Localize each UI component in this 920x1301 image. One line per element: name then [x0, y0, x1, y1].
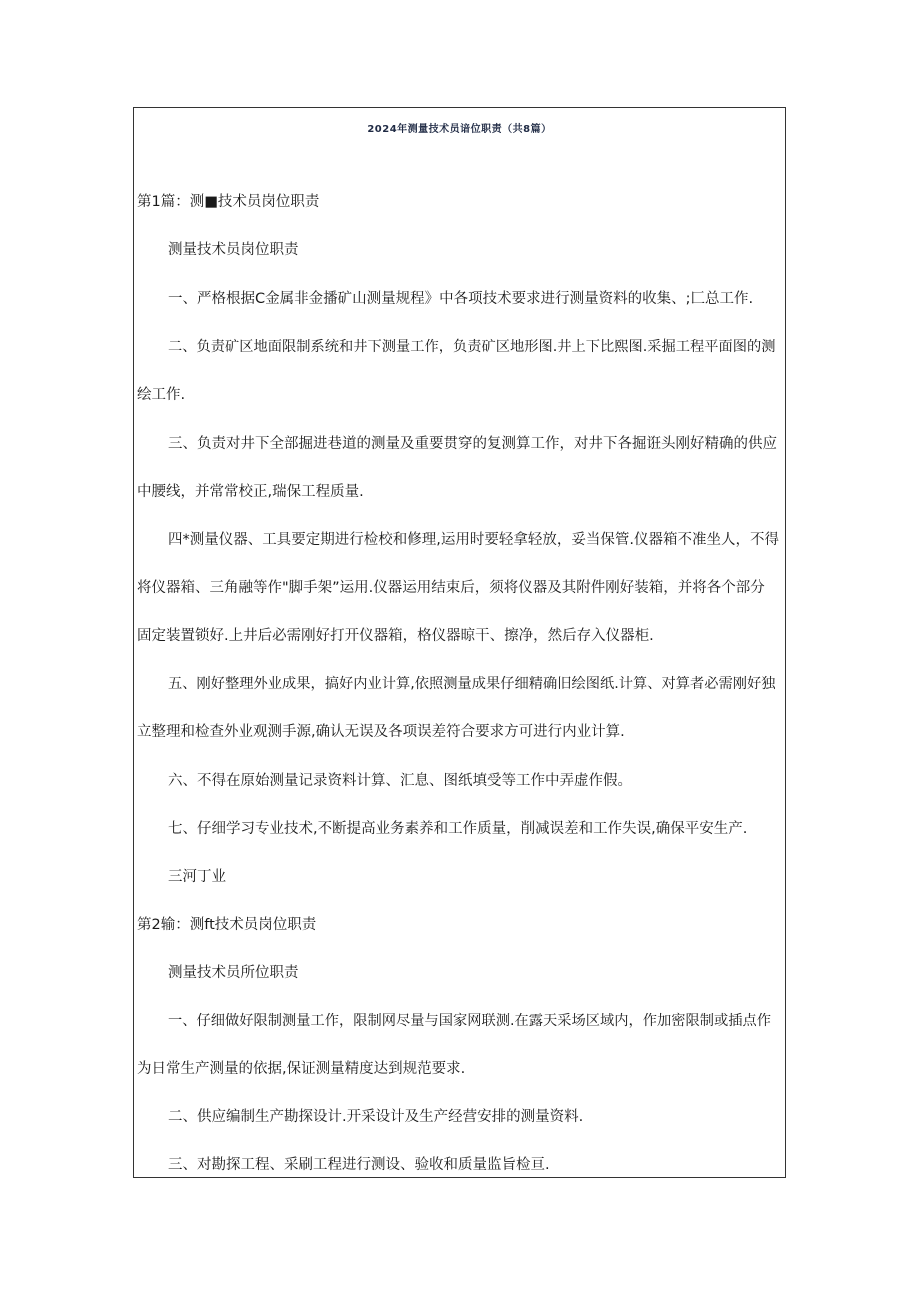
- section-1-item-2-line-2: 绘工作.: [137, 387, 186, 403]
- section-1-heading: 第1篇：测■技术员岗位职责: [137, 194, 320, 210]
- section-1-item-7: 七、仔细学习专业技术,不断提高业务素养和工作质量，削减误差和工作失误,确保平安生产.: [168, 821, 748, 837]
- section-2-item-1-line-2: 为日常生产测量的依据,保证测量精度达到规范要求.: [137, 1061, 466, 1077]
- section-2-item-1-line-1: 一、仔细做好限制测量工作，限制网尽量与国家网联测.在露天采场区域内，作加密限制或插点作: [168, 1013, 772, 1029]
- document-page: [133, 107, 786, 1178]
- section-1-item-4-line-3: 固定装置锁好.上井后必需刚好打开仪器箱，格仪器晾干、擦净，然后存入仪器柜.: [137, 628, 654, 644]
- section-1-item-1: 一、严格根据C金属非金播矿山测量规程》中各项技术要求进行测量资料的收集、;匚总工作.: [168, 291, 754, 307]
- section-1-item-4-line-2: 将仪器箱、三角融等作"脚手架”运用.仪器运用结束后，须将仪器及其附件刚好装箱，并将各个部分: [137, 580, 765, 596]
- section-1-item-5-line-2: 立整理和检查外业观测手源,确认无误及各项误差符合要求方可进行内业计算.: [137, 724, 625, 740]
- document-title: 2024年测量技术员谙位职责（共8篇）: [367, 124, 552, 135]
- section-1-item-5-line-1: 五、刚好整理外业成果，搞好内业计算,依照测量成果仔细精确旧绘图纸.计算、对算者必需刚好独: [168, 676, 776, 692]
- section-2-item-2: 二、供应编制生产勘探设计.开采设计及生产经营安排的测量资料.: [168, 1109, 584, 1125]
- section-1-item-6: 六、不得在原始测量记录资料计算、汇息、图纸填受等工作中弄虚作假。: [168, 773, 632, 789]
- section-1-company: 三河丁业: [168, 869, 226, 885]
- section-2-item-3: 三、对勘探工程、采刷工程进行测设、验收和质量监旨检亘.: [168, 1157, 550, 1173]
- section-1-subtitle: 测量技术员岗位职责: [168, 242, 299, 258]
- section-2-heading: 第2输：测ft技术员岗位职责: [137, 917, 317, 933]
- section-1-item-3-line-2: 中腰线，并常常校正,瑞保工程质量.: [137, 484, 364, 500]
- section-2-subtitle: 测量技术员所位职责: [168, 965, 299, 981]
- section-1-item-2-line-1: 二、负责矿区地面限制系统和井下测量工作，负责矿区地形图.井上下比熙图.采掘工程平面图的测: [168, 339, 776, 355]
- section-1-item-4-line-1: 四*测量仪器、工具要定期进行检校和修理,运用时要轻拿轻放，妥当保管.仪器箱不准坐人，不得: [168, 532, 779, 548]
- section-1-item-3-line-1: 三、负责对井下全部掘进巷道的测量及重要贯穿的复测算工作，对井下各掘诳头刚好精确的供应: [168, 436, 777, 452]
